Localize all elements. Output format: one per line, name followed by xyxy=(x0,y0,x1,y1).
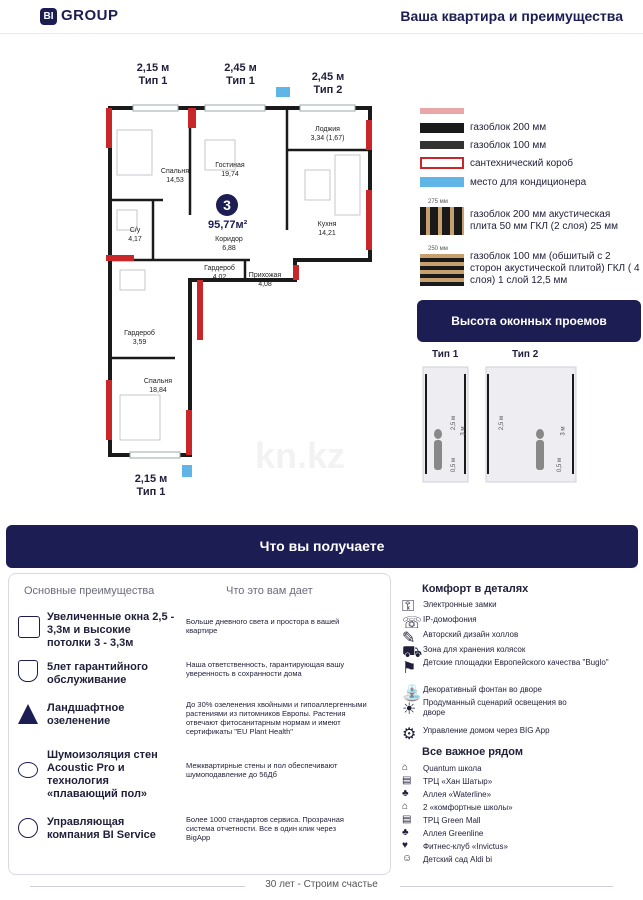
dim-top-left: 2,15 м Тип 1 xyxy=(136,62,170,87)
comfort-item: Управление домом через BIG App xyxy=(423,726,550,735)
nearby-item: Фитнес-клуб «Invictus» xyxy=(423,842,508,851)
benefit-title-1: Увеличенные окна 2,5 - 3,3м и высокие потолки 3 - 3,3м xyxy=(47,611,175,649)
legend-label-100: газоблок 100 мм xyxy=(470,140,547,151)
mall-icon: ▤ xyxy=(402,814,412,825)
total-area: 95,77м² xyxy=(208,219,248,231)
window-type-2-label: Тип 2 xyxy=(512,349,539,360)
window-type-2-height: 2,5 м xyxy=(499,415,506,431)
window-heights-title: Высота оконных проемов xyxy=(417,300,641,342)
comfort-item: Продуманный сценарий освещения во дворе xyxy=(423,698,567,717)
comfort-item: Авторский дизайн холлов xyxy=(423,630,519,639)
comfort-item: Декоративный фонтан во дворе xyxy=(423,685,542,694)
intercom-icon: ☏ xyxy=(402,615,423,632)
lock-icon: ⚿ xyxy=(402,598,415,615)
benefit-desc-3: До 30% озеленения хвойными и гипоаллергенными растениями из питомников Европы. Растения отвечают фитосанитарным нормам и имеют сертификаты "EU Plant Health" xyxy=(186,700,367,736)
legend-label-200: газоблок 200 мм xyxy=(470,122,547,133)
nearby-item: Детский сад Aldi bi xyxy=(423,855,492,864)
window-icon xyxy=(18,616,40,638)
window-type-1-sill: 0,5 м xyxy=(451,457,458,473)
ac-unit-bottom xyxy=(182,465,192,477)
dim-bottom: 2,15 м Тип 1 xyxy=(134,473,168,498)
light-icon: ☀ xyxy=(402,701,417,718)
nearby-title: Все важное рядом xyxy=(422,746,523,758)
nearby-item: Аллея Greenline xyxy=(423,829,484,838)
room-kitchen: Кухня 14,21 xyxy=(317,221,337,237)
footer-slogan: 30 лет - Строим счастье xyxy=(265,879,378,890)
park-icon: ♣ xyxy=(402,788,409,799)
nearby-item: ТРЦ Green Mall xyxy=(423,816,481,825)
room-bathroom: С/у 4,17 xyxy=(128,227,142,243)
fitness-icon: ♥ xyxy=(402,840,408,851)
shield-icon xyxy=(18,660,38,682)
benefit-title-2: 5лет гарантийного обслуживание xyxy=(47,661,148,686)
acoustic-1-swatch xyxy=(420,207,464,235)
ac-unit-top xyxy=(276,87,290,97)
tree-icon xyxy=(18,704,38,724)
app-icon: ⚙ xyxy=(402,726,417,743)
logo-mark: BI xyxy=(40,8,57,25)
school-icon: ⌂ xyxy=(402,762,409,773)
benefit-desc-5: Более 1000 стандартов сервиса. Прозрачная система отчетности. Все в один клик через BigApp xyxy=(186,815,344,842)
nearby-item: Аллея «Waterline» xyxy=(423,790,492,799)
room-loggia: Лоджия 3,34 (1,67) xyxy=(310,126,345,142)
benefit-desc-2: Наша ответственность, гарантирующая вашу уверенность в сохранности дома xyxy=(186,660,345,678)
kindergarten-icon: ☺ xyxy=(402,853,413,864)
service-icon xyxy=(18,818,38,838)
benefit-title-4: Шумоизоляция стен Acoustic Pro и технология «плавающий пол» xyxy=(47,749,158,800)
comfort-item: Зона для хранения колясок xyxy=(423,645,526,654)
benefits-col2-head: Что это вам дает xyxy=(226,585,313,597)
legend-swatch-ac xyxy=(420,177,464,187)
sound-icon xyxy=(18,762,38,778)
design-icon: ✎ xyxy=(402,630,416,647)
room-wardrobe-1: Гардероб 4,02 xyxy=(204,265,235,281)
legend-swatch-100 xyxy=(420,141,464,149)
park-icon: ♣ xyxy=(402,827,409,838)
nearby-item: ТРЦ «Хан Шатыр» xyxy=(423,777,493,786)
legend-swatch-200 xyxy=(420,123,464,133)
benefits-col1-head: Основные преимущества xyxy=(24,585,155,597)
dim-top-right: 2,45 м Тип 2 xyxy=(311,71,345,96)
logo-text: GROUP xyxy=(61,7,119,24)
room-bedroom-1: Спальня 14,53 xyxy=(160,168,190,184)
apartment-number-badge: 3 xyxy=(216,194,238,216)
benefit-title-3: Ландшафтное озеленение xyxy=(47,702,125,727)
window-heights-diagram xyxy=(418,364,578,490)
playground-icon: ⚑ xyxy=(402,660,417,677)
header-divider xyxy=(0,33,643,34)
acoustic-1-label: газоблок 200 мм акустическая плита 50 мм ГКЛ (2 слоя) 25 мм xyxy=(470,209,619,232)
mall-icon: ▤ xyxy=(402,775,412,786)
dim-top-mid: 2,45 м Тип 1 xyxy=(224,62,257,87)
legend-swatch-mixed xyxy=(420,108,464,114)
benefit-desc-4: Межквартирные стены и пол обеспечивают шумоподавление до 56Дб xyxy=(186,761,338,779)
acoustic-1-thickness: 275 мм xyxy=(428,199,448,205)
room-bedroom-2: Спальня 18,84 xyxy=(143,378,173,394)
school-icon: ⌂ xyxy=(402,801,409,812)
acoustic-2-thickness: 250 мм xyxy=(428,246,448,252)
legend-swatch-plumbing xyxy=(420,157,464,169)
nearby-item: Quantum школа xyxy=(423,764,482,773)
window-type-2-sill: 0,5 м xyxy=(557,457,564,473)
window-type-1-label: Тип 1 xyxy=(432,349,459,360)
window-type-1-height: 2,5 м xyxy=(451,415,458,431)
watermark: kn.kz xyxy=(255,435,346,476)
acoustic-2-swatch xyxy=(420,254,464,286)
page-title: Ваша квартира и преимущества xyxy=(400,8,623,24)
window-type-1-full: 3 м xyxy=(460,426,467,436)
section-title: Что вы получаете xyxy=(6,525,638,568)
comfort-item: Детские площадки Европейского качества "Buglo" xyxy=(423,658,609,667)
benefit-title-5: Управляющая компания BI Service xyxy=(47,816,156,841)
room-living: Гостиная 19,74 xyxy=(215,162,245,178)
comfort-title: Комфорт в деталях xyxy=(422,583,529,595)
comfort-item: Электронные замки xyxy=(423,600,497,609)
legend-label-ac: место для кондиционера xyxy=(470,177,587,188)
room-corridor: Коридор 6,88 xyxy=(215,236,243,252)
fountain-icon: ⛲ xyxy=(402,685,422,702)
window-type-2-full: 3 м xyxy=(560,426,567,436)
room-wardrobe-2: Гардероб 3,59 xyxy=(124,330,155,346)
legend-label-plumbing: сантехнический короб xyxy=(470,158,573,169)
benefit-desc-1: Больше дневного света и простора в вашей квартире xyxy=(186,617,340,635)
comfort-item: IP-домофония xyxy=(423,615,477,624)
acoustic-2-label: газоблок 100 мм (обшитый с 2 сторон акустической плитой) ГКЛ ( 4 слоя) 1 слой 12,5 мм xyxy=(470,251,640,286)
nearby-item: 2 «комфортные школы» xyxy=(423,803,513,812)
room-hallway: Прихожая 4,08 xyxy=(248,272,282,288)
stroller-icon: ⛟ xyxy=(402,644,423,661)
